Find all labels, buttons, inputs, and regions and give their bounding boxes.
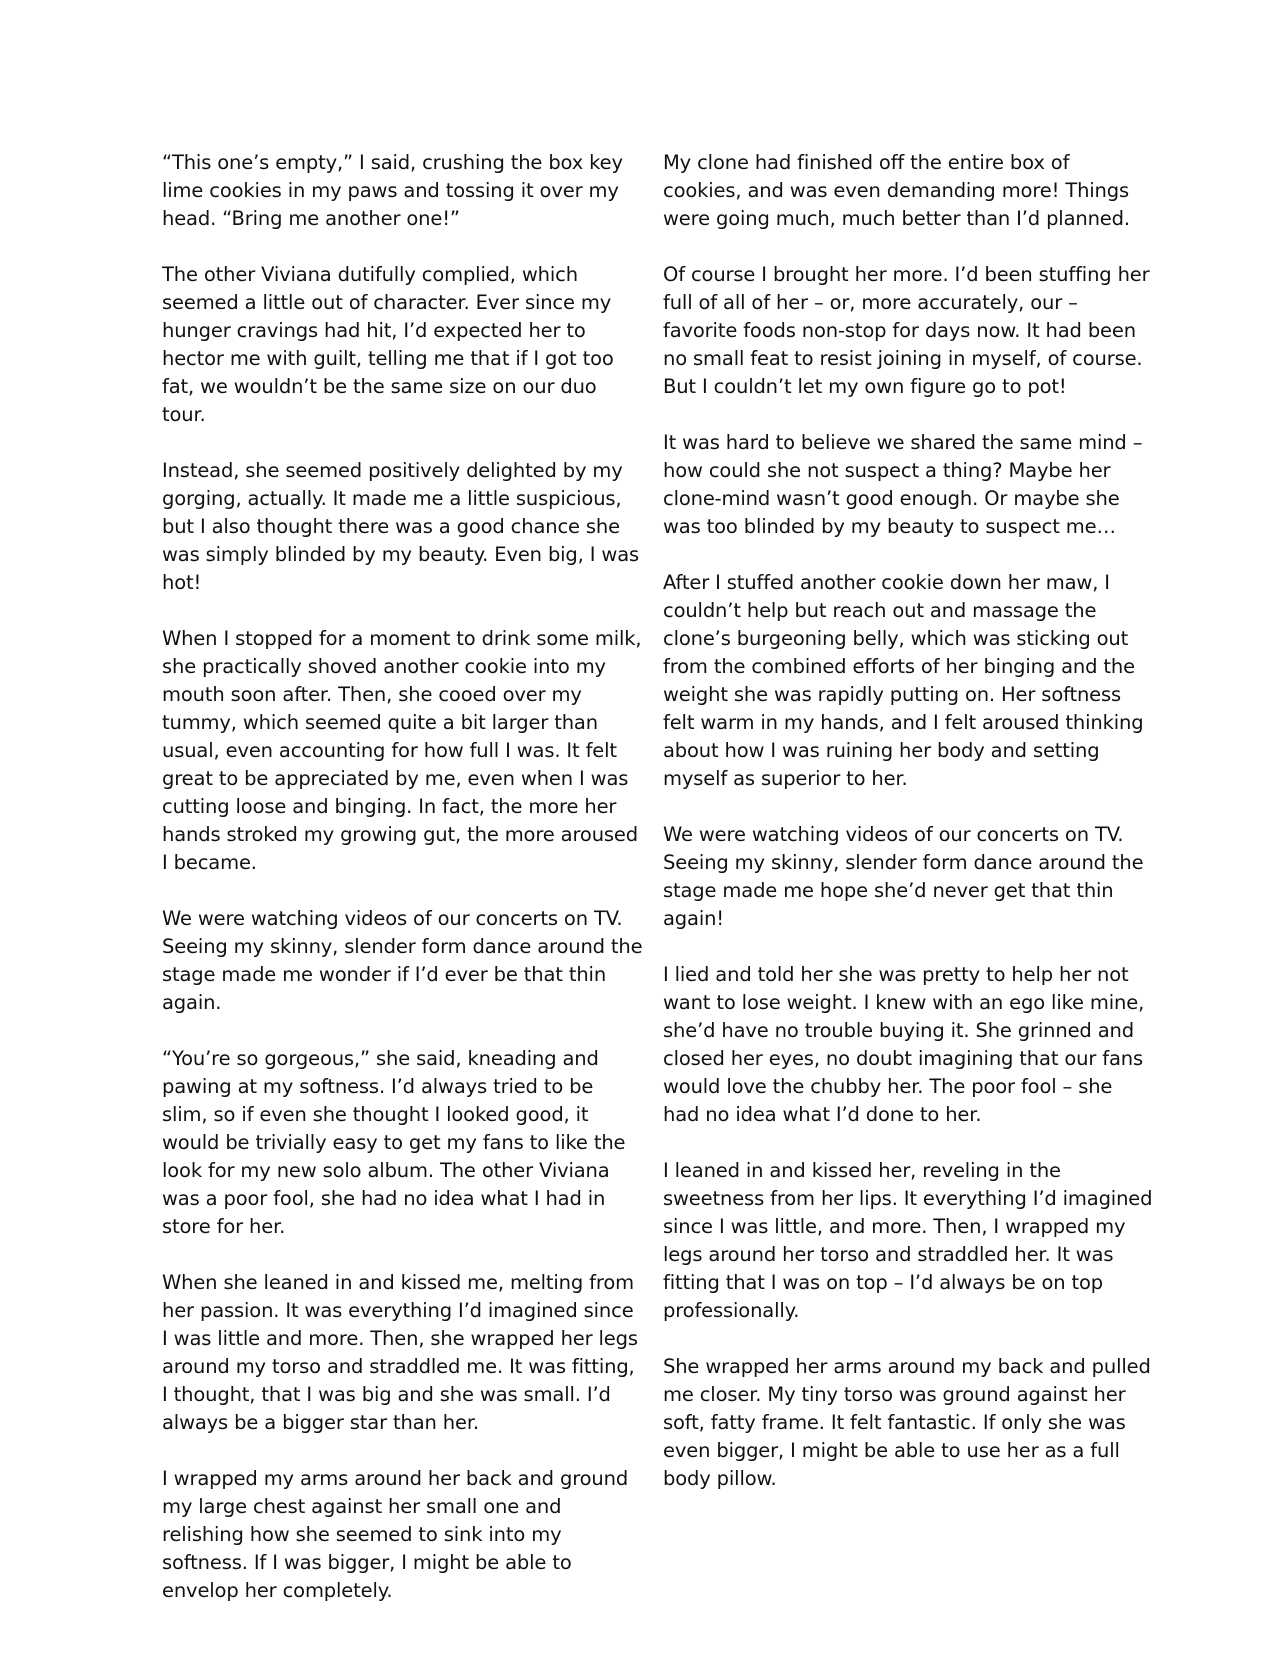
paragraph: I wrapped my arms around her back and ground my large chest against her small one and relishing how she seemed to sink into my softness. If I was bigger, I might be able to envelop her completely.	[162, 1467, 629, 1602]
paragraph: She wrapped her arms around my back and pulled me closer. My tiny torso was ground against her soft, fatty frame. It felt fantastic. If only she was even bigger, I might be able to use her as a full body pillow.	[663, 1355, 1151, 1490]
right-column	[663, 149, 1153, 1521]
paragraph: When I stopped for a moment to drink some milk, she practically shoved another cookie into my mouth soon after. Then, she cooed over my tummy, which seemed quite a bit larger than usual, even accounting for how full I was. It felt great to be appreciated by me, even when I was cutting loose and binging. In fact, the more her hands stroked my growing gut, the more aroused I became.	[162, 627, 642, 874]
paragraph: After I stuffed another cookie down her maw, I couldn’t help but reach out and massage the clone’s burgeoning belly, which was sticking out from the combined efforts of her binging and the weight she was rapidly putting on. Her softness felt warm in my hands, and I felt aroused thinking about how I was ruining her body and setting myself as superior to her.	[663, 571, 1144, 790]
left-column	[162, 149, 644, 1633]
paragraph: We were watching videos of our concerts on TV. Seeing my skinny, slender form dance around the stage made me wonder if I’d ever be that thin again.	[162, 907, 643, 1014]
paragraph: When she leaned in and kissed me, melting from her passion. It was everything I’d imagined since I was little and more. Then, she wrapped her legs around my torso and straddled me. It was fitting, I thought, that I was big and she was small. I’d always be a bigger star than her.	[162, 1271, 638, 1434]
paragraph: “This one’s empty,” I said, crushing the box key lime cookies in my paws and tossing it over my head. “Bring me another one!”	[162, 151, 623, 230]
paragraph: The other Viviana dutifully complied, which seemed a little out of character. Ever since my hunger cravings had hit, I’d expected her to hector me with guilt, telling me that if I got too fat, we wouldn’t be the same size on our duo tour.	[162, 263, 614, 426]
paragraph: My clone had finished off the entire box of cookies, and was even demanding more! Things were going much, much better than I’d planned.	[663, 151, 1130, 230]
paragraph: “You’re so gorgeous,” she said, kneading and pawing at my softness. I’d always tried to be slim, so if even she thought I looked good, it would be trivially easy to get my fans to like the look for my new solo album. The other Viviana was a poor fool, she had no idea what I had in store for her.	[162, 1047, 626, 1238]
paragraph: We were watching videos of our concerts on TV. Seeing my skinny, slender form dance around the stage made me hope she’d never get that thin again!	[663, 823, 1144, 930]
paragraph: Instead, she seemed positively delighted by my gorging, actually. It made me a little suspicious, but I also thought there was a good chance she was simply blinded by my beauty. Even big, I was hot!	[162, 459, 640, 594]
paragraph: I lied and told her she was pretty to help her not want to lose weight. I knew with an ego like mine, she’d have no trouble buying it. She grinned and closed her eyes, no doubt imagining that our fans would love the chubby her. The poor fool – she had no idea what I’d done to her.	[663, 963, 1145, 1126]
paragraph: It was hard to believe we shared the same mind – how could she not suspect a thing? Maybe her clone-mind wasn’t good enough. Or maybe she was too blinded by my beauty to suspect me…	[663, 431, 1143, 538]
paragraph: I leaned in and kissed her, reveling in the sweetness from her lips. It everything I’d imagined since I was little, and more. Then, I wrapped my legs around her torso and straddled her. It was fitting that I was on top – I’d always be on top professionally.	[663, 1159, 1153, 1322]
paragraph: Of course I brought her more. I’d been stuffing her full of all of her – or, more accurately, our – favorite foods non-stop for days now. It had been no small feat to resist joining in myself, of course. But I couldn’t let my own figure go to pot!	[663, 263, 1150, 398]
